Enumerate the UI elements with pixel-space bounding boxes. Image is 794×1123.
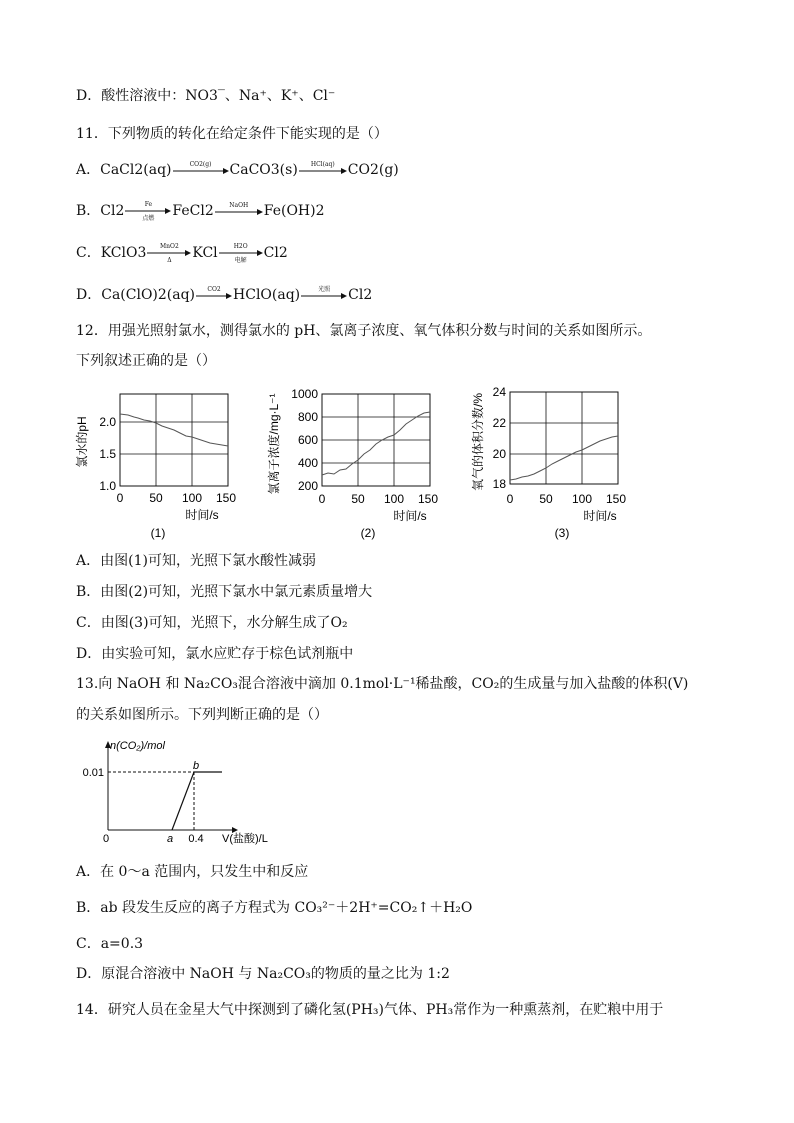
q12-option-b: B．由图(2)可知，光照下氯水中氯元素质量增大 <box>76 584 373 600</box>
oxygen-xtick-0: 0 <box>506 492 514 506</box>
q13-option-a: A．在 0～a 范围内，只发生中和反应 <box>76 864 309 880</box>
oxygen-x-label: 时间/s <box>583 509 617 523</box>
oxygen-xtick-150: 150 <box>605 492 627 506</box>
q11-option-b: B．Cl2 Fe 点燃 FeCl2 NaOH Fe(OH)2 <box>76 201 325 222</box>
chloride-ytick-200: 200 <box>297 479 318 493</box>
ph-ytick-15: 1.5 <box>99 447 116 461</box>
oxygen-graph <box>466 380 636 542</box>
chloride-xtick-0: 0 <box>318 492 326 506</box>
oxygen-series-line <box>510 436 618 480</box>
co2-graph <box>82 738 296 845</box>
ph-caption: (1) <box>150 526 166 540</box>
q13-option-c: C．a=0.3 <box>76 936 144 952</box>
oxygen-ytick-20: 20 <box>492 447 506 461</box>
ph-xtick-50: 50 <box>149 491 163 505</box>
q11-option-c: C．KClO3 MnO2 Δ KCl H2O 电解 Cl2 <box>76 243 288 264</box>
ph-x-label: 时间/s <box>185 508 219 522</box>
chloride-series-line <box>322 412 430 475</box>
co2-origin: 0 <box>102 833 110 845</box>
co2-y-label: n(CO₂)/mol <box>110 740 165 752</box>
q14-stem: 14．研究人员在金星大气中探测到了磷化氢(PH₃)气体、PH₃常作为一种熏蒸剂，在贮粮中用于 <box>76 1002 664 1018</box>
oxygen-xtick-100: 100 <box>571 492 593 506</box>
q11-option-a: A．CaCl2(aq) CO2(g) CaCO3(s) HCl(aq) CO2(g) <box>76 161 399 178</box>
co2-ytick: 0.01 <box>82 767 104 779</box>
chloride-xtick-100: 100 <box>383 492 405 506</box>
chloride-xtick-150: 150 <box>417 492 439 506</box>
oxygen-xtick-50: 50 <box>539 492 553 506</box>
ph-xtick-0: 0 <box>116 491 124 505</box>
q12-stem-line2: 下列叙述正确的是（） <box>76 353 216 369</box>
chloride-y-label: 氯离子浓度/mg·L⁻¹ <box>267 393 281 495</box>
chloride-ytick-1000: 1000 <box>291 387 318 401</box>
chloride-ytick-600: 600 <box>297 433 318 447</box>
co2-rising-segment <box>172 772 194 830</box>
ph-xtick-150: 150 <box>215 491 237 505</box>
q13-option-b: B．ab 段发生反应的离子方程式为 CO₃²⁻＋2H⁺=CO₂↑＋H₂O <box>76 900 473 916</box>
chloride-ytick-800: 800 <box>297 410 318 424</box>
oxygen-y-label: 氧气的体积分数/% <box>471 392 485 492</box>
q13-stem-line2: 的关系如图所示。下列判断正确的是（） <box>76 707 328 723</box>
q13-option-d: D．原混合溶液中 NaOH 与 Na₂CO₃的物质的量之比为 1:2 <box>76 966 450 982</box>
q13-stem-line1: 13.向 NaOH 和 Na₂CO₃混合溶液中滴加 0.1mol·L⁻¹稀盐酸，CO₂的生成量与加入盐酸的体积(V) <box>76 676 689 692</box>
chloride-xtick-50: 50 <box>351 492 365 506</box>
ph-y-label: 氯水的pH <box>75 416 89 468</box>
ph-ytick-1: 1.0 <box>99 479 116 493</box>
q12-option-c: C．由图(3)可知，光照下，水分解生成了O₂ <box>76 615 348 631</box>
chloride-ytick-400: 400 <box>297 456 318 470</box>
co2-x-label: V(盐酸)/L <box>222 833 268 845</box>
chloride-x-label: 时间/s <box>393 509 427 523</box>
q12-stem-line1: 12．用强光照射氯水，测得氯水的 pH、氯离子浓度、氧气体积分数与时间的关系如图所示。 <box>76 323 652 339</box>
q12-option-d: D．由实验可知，氯水应贮存于棕色试剂瓶中 <box>76 646 354 662</box>
ph-graph <box>72 384 242 542</box>
q11-option-d: D．Ca(ClO)2(aq) CO2 HClO(aq) 光照 Cl2 <box>76 286 373 303</box>
ph-series-line <box>120 414 228 446</box>
q12-option-a: A．由图(1)可知，光照下氯水酸性减弱 <box>76 553 316 569</box>
oxygen-caption: (3) <box>554 526 570 540</box>
co2-point-a: a <box>166 833 174 845</box>
chloride-graph <box>264 380 444 542</box>
oxygen-ytick-22: 22 <box>492 416 506 430</box>
co2-point-b: b <box>192 760 200 772</box>
oxygen-ytick-24: 24 <box>492 385 506 399</box>
co2-xtick: 0.4 <box>188 833 204 845</box>
q10-option-d: D．酸性溶液中：NO3‾、Na⁺、K⁺、Cl⁻ <box>76 88 336 104</box>
chloride-caption: (2) <box>360 526 376 540</box>
oxygen-ytick-18: 18 <box>492 477 506 491</box>
ph-ytick-2: 2.0 <box>99 415 116 429</box>
ph-xtick-100: 100 <box>181 491 203 505</box>
q11-stem: 11．下列物质的转化在给定条件下能实现的是（） <box>76 126 388 142</box>
